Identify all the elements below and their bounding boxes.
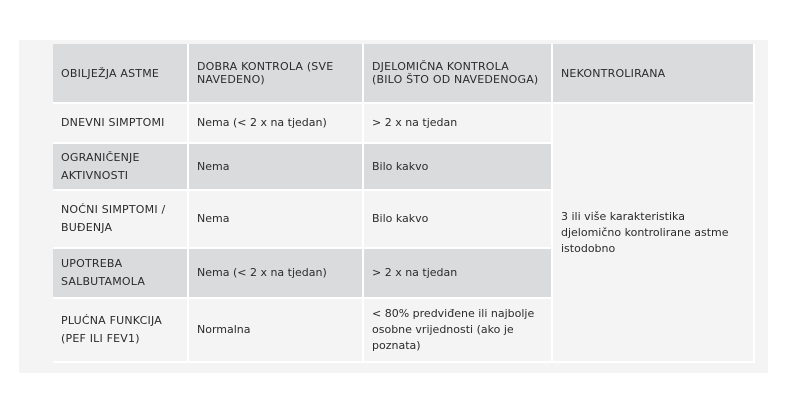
table-row: [53, 103, 754, 143]
row-good-control: Nema (< 2 x na tjedan): [188, 248, 363, 298]
row-feature: DNEVNI SIMPTOMI: [53, 103, 188, 143]
asthma-control-table: [53, 44, 755, 363]
header-uncontrolled: NEKONTROLIRANA: [552, 44, 754, 103]
row-feature: PLUĆNA FUNKCIJA (PEF ILI FEV1): [53, 298, 188, 362]
header-partial-control: DJELOMIČNA KONTROLA (BILO ŠTO OD NAVEDENOGA): [363, 44, 552, 103]
row-feature: OGRANIČENJE AKTIVNOSTI: [53, 143, 188, 190]
header-good-control: DOBRA KONTROLA (SVE NAVEDENO): [188, 44, 363, 103]
header-features: OBILJEŽJA ASTME: [53, 44, 188, 103]
row-good-control: Normalna: [188, 298, 363, 362]
row-feature: NOĆNI SIMPTOMI / BUĐENJA: [53, 190, 188, 248]
row-partial-control: Bilo kakvo: [363, 143, 552, 190]
uncontrolled-cell: 3 ili više karakteristika djelomično kontrolirane astme istodobno: [552, 103, 754, 362]
row-partial-control: Bilo kakvo: [363, 190, 552, 248]
row-partial-control: > 2 x na tjedan: [363, 248, 552, 298]
row-partial-control: < 80% predviđene ili najbolje osobne vrijednosti (ako je poznata): [363, 298, 552, 362]
row-partial-control: > 2 x na tjedan: [363, 103, 552, 143]
table-header-row: [53, 44, 754, 103]
row-good-control: Nema (< 2 x na tjedan): [188, 103, 363, 143]
row-good-control: Nema: [188, 190, 363, 248]
row-feature: UPOTREBA SALBUTAMOLA: [53, 248, 188, 298]
row-good-control: Nema: [188, 143, 363, 190]
